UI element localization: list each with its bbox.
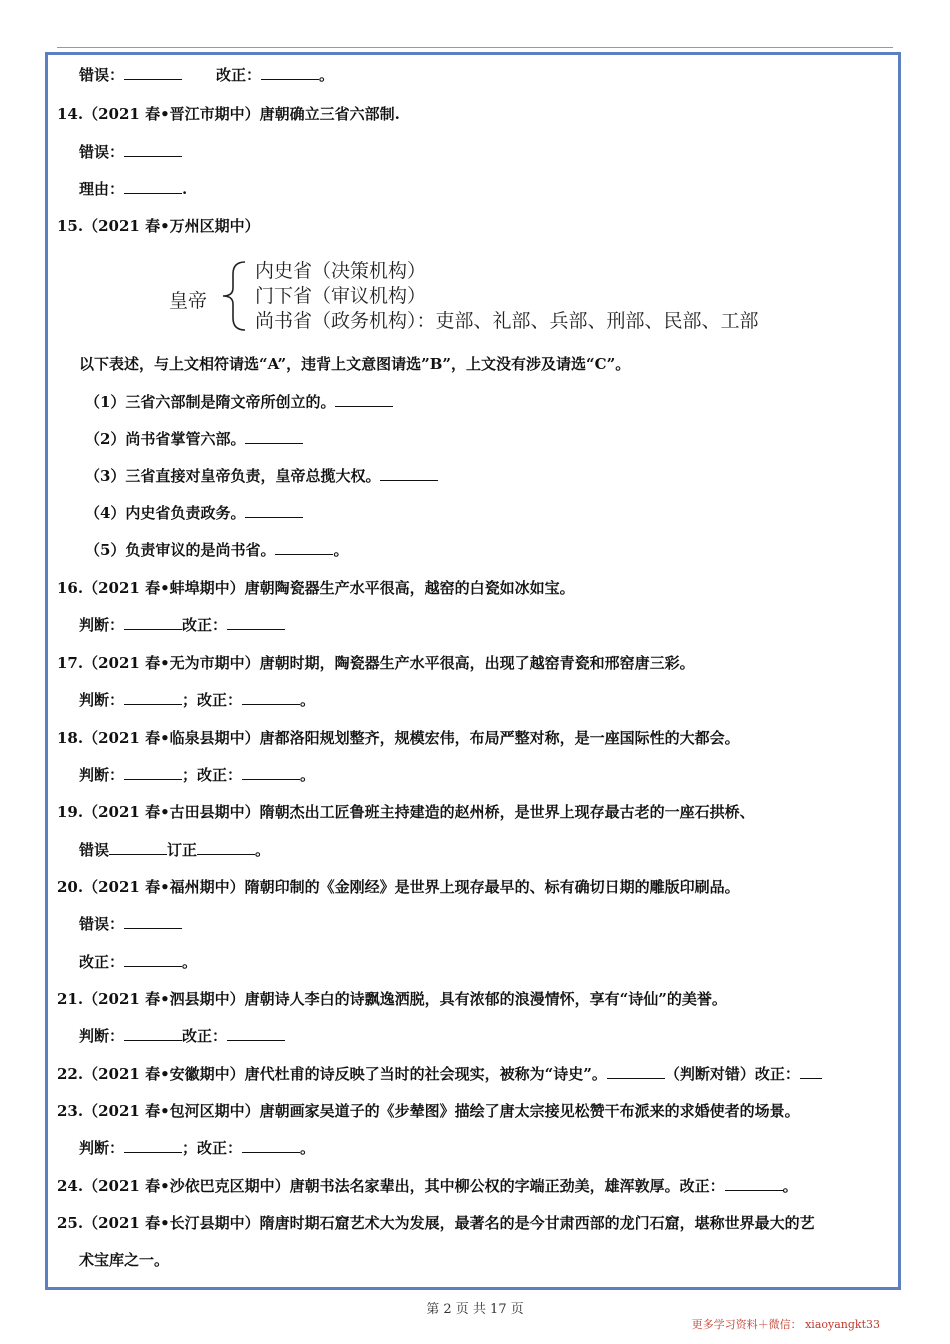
answer-line: 判断： ；改正： 。	[79, 691, 316, 709]
blank[interactable]	[124, 615, 182, 630]
answer-line: 判断： 改正：	[79, 1026, 285, 1046]
diagram-row: 内史省（决策机构）	[255, 260, 427, 282]
sub-question: （2）尚书省掌管六部。	[85, 429, 303, 449]
brace-icon	[215, 260, 251, 332]
blank[interactable]	[725, 1176, 783, 1191]
question-22: 22.（2021 春•安徽期中）唐代杜甫的诗反映了当时的社会现实，被称为“诗史”。 （判断对错）改正：	[57, 1064, 822, 1084]
blank[interactable]	[227, 1026, 285, 1041]
blank[interactable]	[607, 1064, 665, 1079]
blank[interactable]	[242, 1138, 300, 1153]
answer-line: 判断： ；改正： 。	[79, 1139, 316, 1157]
question-21: 21.（2021 春•泗县期中）唐朝诗人李白的诗飘逸洒脱，具有浓郁的浪漫情怀，享有“诗仙”的美誉。	[57, 990, 727, 1008]
header-rule	[57, 47, 893, 48]
blank[interactable]	[109, 840, 167, 855]
question-16: 16.（2021 春•蚌埠期中）唐朝陶瓷器生产水平很高，越窑的白瓷如冰如宝。	[57, 579, 575, 597]
blank[interactable]	[124, 690, 182, 705]
question-23: 23.（2021 春•包河区期中）唐朝画家吴道子的《步辇图》描绘了唐太宗接见松赞干布派来的求婚使者的场景。	[57, 1102, 800, 1120]
answer-line: 判断： 改正：	[79, 615, 285, 635]
blank[interactable]	[124, 65, 182, 80]
blank[interactable]	[335, 392, 393, 407]
answer-line: 判断： ；改正： 。	[79, 766, 316, 784]
blank[interactable]	[124, 952, 182, 967]
blank[interactable]	[227, 615, 285, 630]
blank[interactable]	[124, 1026, 182, 1041]
blank[interactable]	[197, 840, 255, 855]
question-17: 17.（2021 春•无为市期中）唐朝时期，陶瓷器生产水平很高，出现了越窑青瓷和邢窑唐三彩。	[57, 654, 695, 672]
three-departments-diagram	[169, 256, 789, 336]
diagram-row: 门下省（审议机构）	[255, 285, 427, 307]
blank[interactable]	[124, 765, 182, 780]
blank[interactable]	[245, 429, 303, 444]
sub-question: （1）三省六部制是隋文帝所创立的。	[85, 392, 393, 412]
instruction-text: 以下表述，与上文相符请选“A”，违背上文意图请选”B”，上文没有涉及请选“C”。	[79, 355, 631, 373]
sub-question: （5）负责审议的是尚书省。 。	[85, 541, 349, 559]
blank[interactable]	[124, 914, 182, 929]
answer-line: 错误 订正 。	[79, 841, 271, 859]
diagram-emperor: 皇帝	[169, 290, 208, 312]
answer-line-13: 错误： 改正： 。	[79, 66, 335, 84]
question-20: 20.（2021 春•福州期中）隋朝印制的《金刚经》是世界上现存最早的、标有确切日期的雕版印刷品。	[57, 878, 740, 896]
blank[interactable]	[242, 690, 300, 705]
wechat-note: 更多学习资料＋微信： xiaoyangkt33	[691, 1318, 880, 1331]
sub-question: （4）内史省负责政务。	[85, 503, 303, 523]
page-number: 第 2 页 共 17 页	[426, 1302, 524, 1317]
question-15: 15.（2021 春•万州区期中）	[57, 217, 260, 235]
blank[interactable]	[245, 503, 303, 518]
blank[interactable]	[380, 466, 438, 481]
blank[interactable]	[124, 1138, 182, 1153]
question-25-cont: 术宝库之一。	[79, 1251, 170, 1269]
sub-question: （3）三省直接对皇帝负责，皇帝总揽大权。	[85, 466, 438, 486]
blank[interactable]	[275, 540, 333, 555]
question-14: 14.（2021 春•晋江市期中）唐朝确立三省六部制.	[57, 105, 400, 123]
question-18: 18.（2021 春•临泉县期中）唐都洛阳规划整齐，规模宏伟，布局严整对称，是一座国际性的大都会。	[57, 729, 740, 747]
answer-line: 错误：	[79, 914, 182, 934]
question-25: 25.（2021 春•长汀县期中）隋唐时期石窟艺术大为发展，最著名的是今甘肃西部的龙门石窟，堪称世界最大的艺	[57, 1214, 815, 1232]
question-19: 19.（2021 春•古田县期中）隋朝杰出工匠鲁班主持建造的赵州桥，是世界上现存最古老的一座石拱桥、	[57, 803, 755, 821]
blank[interactable]	[261, 65, 319, 80]
question-24: 24.（2021 春•沙依巴克区期中）唐朝书法名家辈出，其中柳公权的字端正劲美，雄浑敦厚。改正： 。	[57, 1177, 798, 1195]
answer-line: 错误：	[79, 142, 182, 162]
blank[interactable]	[242, 765, 300, 780]
blank[interactable]	[800, 1064, 822, 1079]
diagram-row: 尚书省（政务机构）：吏部、礼部、兵部、刑部、民部、工部	[255, 310, 759, 332]
blank[interactable]	[124, 142, 182, 157]
blank[interactable]	[124, 179, 182, 194]
answer-line: 改正： 。	[79, 953, 198, 971]
answer-line: 理由： .	[79, 180, 188, 198]
